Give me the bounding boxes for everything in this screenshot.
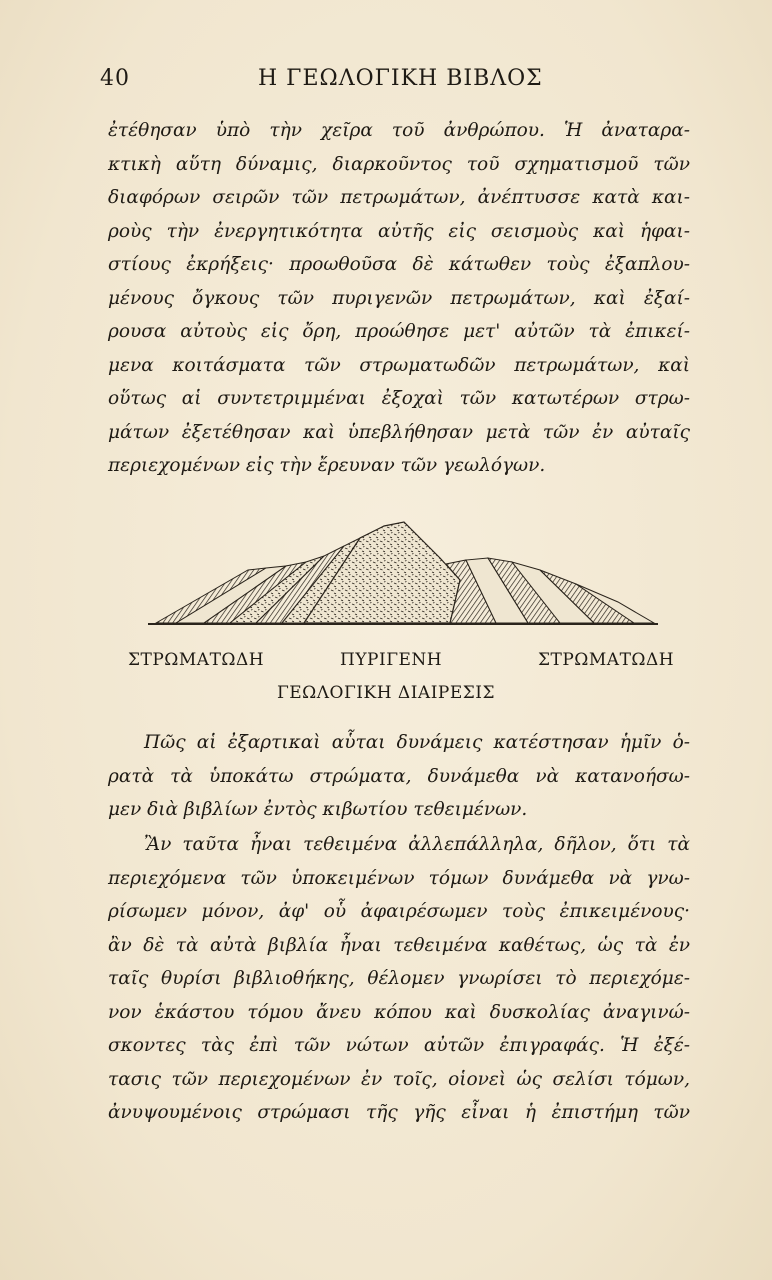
text-line: μενα κοιτάσματα τῶν στρωματωδῶν πετρωμάτων, καὶ <box>108 354 690 376</box>
text-line: ροὺς τὴν ἐνεργητικότητα αὐτῆς εἰς σεισμοὺς καὶ ἡφαι- <box>108 220 690 242</box>
figure-caption: ΓΕΩΛΟΓΙΚΗ ΔΙΑΙΡΕΣΙΣ <box>276 683 496 703</box>
figure-label-stratified-right: ΣΤΡΩΜΑΤΩΔΗ <box>538 650 675 670</box>
text-line: μεν διὰ βιβλίων ἐντὸς κιβωτίου τεθειμένων. <box>108 799 528 820</box>
text-line: ἐτέθησαν ὑπὸ τὴν χεῖρα τοῦ ἀνθρώπου. Ἡ ἀναταρα- <box>108 120 690 141</box>
text-line: Πῶς αἱ ἐξαρτικαὶ αὗται δυνάμεις κατέστησαν ἡμῖν ὁ- <box>144 732 690 753</box>
paragraph-3 <box>108 828 690 1130</box>
text-line: ταῖς θυρίσι βιβλιοθήκης, θέλομεν γνωρίσει τὸ περιεχόμε- <box>108 968 690 989</box>
text-line: ρατὰ τὰ ὑποκάτω στρώματα, δυνάμεθα νὰ κατανοήσω- <box>108 765 690 787</box>
text-line: νον ἑκάστου τόμου ἄνευ κόπου καὶ δυσκολίας ἀναγινώ- <box>108 1001 690 1023</box>
text-line: ρουσα αὐτοὺς εἰς ὄρη, προώθησε μετ' αὐτῶν τὰ ἐπικεί- <box>108 321 690 342</box>
text-line: σκοντες τὰς ἐπὶ τῶν νώτων αὐτῶν ἐπιγραφάς. Ἡ ἐξέ- <box>108 1035 690 1056</box>
text-line: μένους ὄγκους τῶν πυριγενῶν πετρωμάτων, καὶ ἐξαί- <box>108 287 690 309</box>
page-number: 40 <box>100 66 130 91</box>
figure-labels <box>128 650 708 678</box>
running-head <box>100 66 690 98</box>
paragraph-2 <box>108 726 690 827</box>
paragraph-1 <box>108 114 690 483</box>
text-line: στίους ἐκρήξεις· προωθοῦσα δὲ κάτωθεν τοὺς ἐξαπλου- <box>108 254 690 275</box>
text-line: διαφόρων σειρῶν τῶν πετρωμάτων, ἀνέπτυσσε κατὰ και- <box>108 187 690 208</box>
geological-section-illustration <box>148 518 658 630</box>
text-line: μάτων ἐξετέθησαν καὶ ὑπεβλήθησαν μετὰ τῶν ἐν αὐταῖς <box>108 421 690 443</box>
running-title: Η ΓΕΩΛΟΓΙΚΗ ΒΙΒΛΟΣ <box>258 66 543 91</box>
figure-label-igneous: ΠΥΡΙΓΕΝΗ <box>340 650 443 670</box>
text-line: Ἂν ταῦτα ἦναι τεθειμένα ἀλλεπάλληλα, δῆλον, ὅτι τὰ <box>144 834 690 855</box>
text-line: κτικὴ αὕτη δύναμις, διαρκοῦντος τοῦ σχηματισμοῦ τῶν <box>108 153 690 175</box>
text-line: περιεχομένων εἰς τὴν ἔρευναν τῶν γεωλόγων. <box>108 455 546 476</box>
text-line: οὕτως αἱ συντετριμμέναι ἐξοχαὶ τῶν κατωτέρων στρω- <box>108 388 690 409</box>
text-line: περιεχόμενα τῶν ὑποκειμένων τόμων δυνάμεθα νὰ γνω- <box>108 867 690 889</box>
text-line: ἀνυψουμένοις στρώμασι τῆς γῆς εἶναι ἡ ἐπιστήμη τῶν <box>108 1102 690 1123</box>
figure-label-stratified-left: ΣΤΡΩΜΑΤΩΔΗ <box>128 650 265 670</box>
text-line: τασις τῶν περιεχομένων ἐν τοῖς, οἱονεὶ ὡς σελίσι τόμων, <box>108 1068 690 1090</box>
text-line: ἂν δὲ τὰ αὐτὰ βιβλία ἦναι τεθειμένα καθέτως, ὡς τὰ ἐν <box>108 934 690 956</box>
text-line: ρίσωμεν μόνον, ἀφ' οὗ ἀφαιρέσωμεν τοὺς ἐπικειμένους· <box>108 901 690 922</box>
